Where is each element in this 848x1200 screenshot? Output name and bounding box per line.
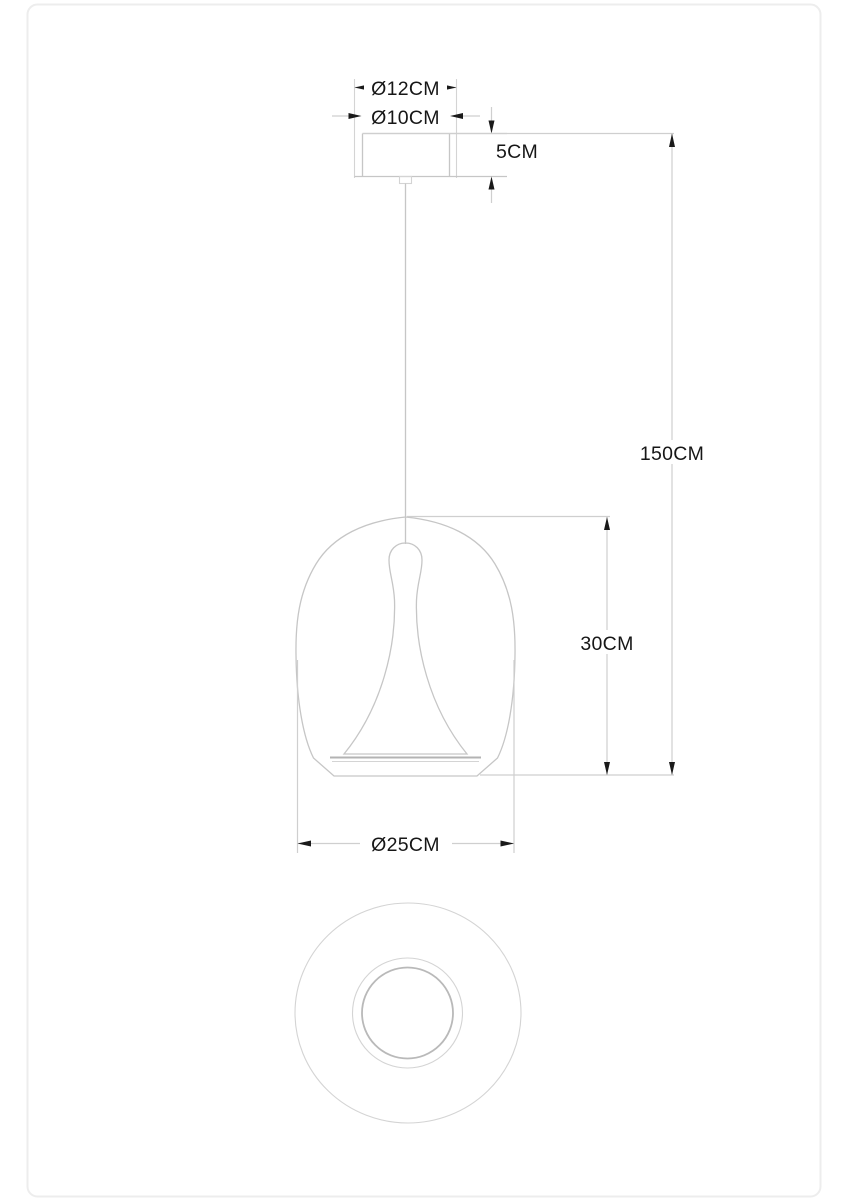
arrow-right-icon [501,841,515,847]
shade-front-view [296,517,515,776]
arrow-down-icon [669,762,675,775]
page-border-frame [28,5,821,1197]
dim-label-canopy-diameter: Ø10CM [371,107,440,129]
glass-shade-outline [296,517,515,776]
dimension-suspension-height [363,134,707,776]
arrow-up-icon [604,517,610,530]
arrow-up-icon [669,134,675,148]
cord-grip-connector [400,177,412,184]
arrow-down-icon [489,121,495,134]
shade-top-view [295,903,521,1123]
top-view-inner-ring [362,968,453,1059]
dimension-canopy-outer-diameter [355,76,457,100]
dimension-shade-height [407,517,636,776]
dim-label-shade-diameter: Ø25CM [371,834,440,856]
dim-label-shade-height: 30CM [580,633,634,655]
dim-label-canopy-outer-diameter: Ø12CM [371,78,440,100]
arrow-up-icon [489,177,495,190]
arrow-down-icon [604,762,610,775]
arrow-left-icon [298,841,312,847]
dimension-canopy-height [489,107,539,203]
dim-label-suspension-height: 150CM [639,443,705,465]
inner-diffuser-outline [344,543,467,754]
top-view-middle-circle [353,958,463,1068]
dim-label-canopy-height: 5CM [496,141,539,163]
top-view-outer-circle [295,903,521,1123]
canopy-front-view [355,79,508,544]
